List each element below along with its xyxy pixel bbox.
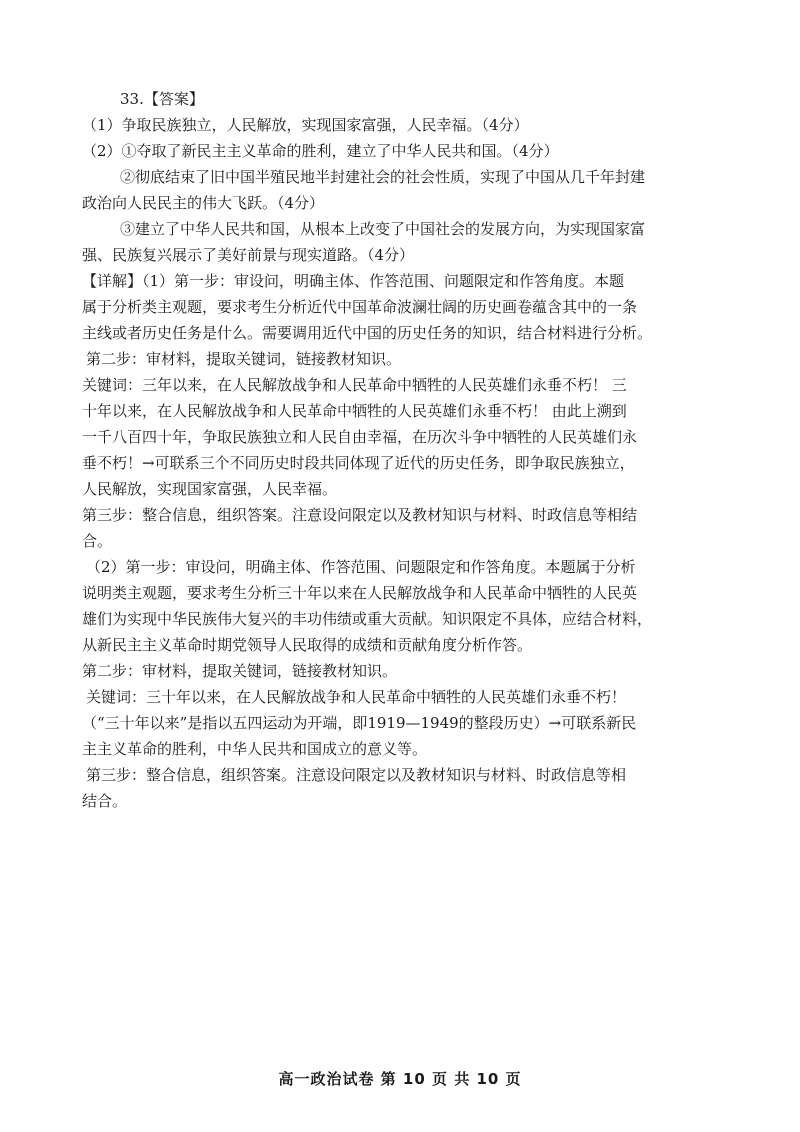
detail-line-1: 【详解】（1）第一步：审设问，明确主体、作答范围、问题限定和作答角度。本题 [82,272,625,290]
detail-line-9: 人民解放，实现国家富强，人民幸福。 [82,480,338,498]
detail-line-12: （2）第一步：审设问，明确主体、作答范围、问题限定和作答角度。本题属于分析 [86,558,636,576]
detail-line-13: 说明类主观题，要求考生分析三十年以来在人民解放战争和人民革命中牺牲的人民英 [82,584,638,602]
detail-line-5: 关键词：三年以来，在人民解放战争和人民革命中牺牲的人民英雄们永垂不朽！ 三 [82,376,627,394]
page-footer: 高一政治试卷 第 10 页 共 10 页 [278,1070,522,1088]
detail-line-11: 合。 [82,532,113,550]
answer-line-3: ②彻底结束了旧中国半殖民地半封建社会的社会性质，实现了中国从几千年封建 [120,168,646,186]
detail-line-21: 结合。 [82,792,128,810]
detail-line-2: 属于分析类主观题，要求考生分析近代中国革命波澜壮阔的历史画卷蕴含其中的一条 [82,298,638,316]
detail-line-15: 从新民主主义革命时期党领导人民取得的成绩和贡献角度分析作答。 [82,636,533,654]
detail-line-10: 第三步：整合信息，组织答案。注意设问限定以及教材知识与材料、时政信息等相结 [82,506,638,524]
detail-line-20: 第三步：整合信息，组织答案。注意设问限定以及教材知识与材料、时政信息等相 [86,766,627,784]
detail-line-3: 主线或者历史任务是什么。需要调用近代中国的历史任务的知识，结合材料进行分析。 [82,324,653,342]
answer-line-1: （1）争取民族独立，人民解放，实现国家富强，人民幸福。（4分） [82,116,529,134]
answer-line-4: 政治向人民民主的伟大飞跃。（4分） [82,194,325,212]
answer-line-6: 强、民族复兴展示了美好前景与现实道路。（4分） [82,246,415,264]
detail-line-8: 垂不朽！→可联系三个不同历史时段共同体现了近代的历史任务，即争取民族独立， [82,454,635,472]
detail-line-17: 关键词：三十年以来，在人民解放战争和人民革命中牺牲的人民英雄们永垂不朽！ [86,688,627,706]
detail-line-16: 第二步：审材料，提取关键词，链接教材知识。 [82,662,398,680]
detail-line-6: 十年以来，在人民解放战争和人民革命中牺牲的人民英雄们永垂不朽！ 由此上溯到 [82,402,627,420]
detail-line-14: 雄们为实现中华民族伟大复兴的丰功伟绩或重大贡献。知识限定不具体，应结合材料， [82,610,653,628]
detail-line-7: 一千八百四十年，争取民族独立和人民自由幸福，在历次斗争中牺牲的人民英雄们永 [82,428,638,446]
answer-title: 33.【答案】 [120,90,204,108]
answer-line-5: ③建立了中华人民共和国，从根本上改变了中国社会的发展方向，为实现国家富 [120,220,646,238]
detail-line-4: 第二步：审材料，提取关键词，链接教材知识。 [86,350,402,368]
detail-line-18: （“三十年以来”是指以五四运动为开端，即1919—1949的整段历史）→可联系新民 [82,714,637,732]
document-body [82,86,722,814]
answer-line-2: （2）①夺取了新民主主义革命的胜利，建立了中华人民共和国。（4分） [82,142,559,160]
detail-line-19: 主主义革命的胜利，中华人民共和国成立的意义等。 [82,740,428,758]
